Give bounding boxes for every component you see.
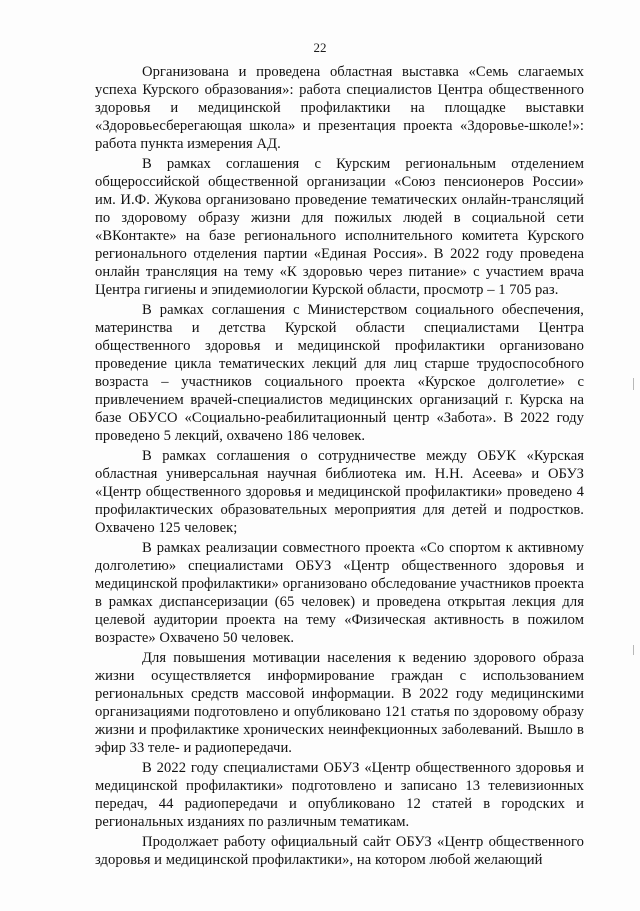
paragraph-exhibition: Организована и проведена областная выставка «Семь слагаемых успеха Курского образования»: работа специалистов Центра общественного здоровья и медицинской профилактики на площадке выставки «Здоровьесберегающая школа» и презентация проекта «Здоровье-школе!»: работа пункта измерения АД. bbox=[95, 64, 584, 152]
paragraph-library: В рамках соглашения о сотрудничестве между ОБУК «Курская областная универсальная научная библиотека им. Н.Н. Асеева» и ОБУЗ «Центр общественного здоровья и медицинской профилактики» проведено 4 профилактических образовательных мероприятия для детей и подростков. Охвачено 125 человек; bbox=[95, 448, 584, 536]
paragraph-sport-project: В рамках реализации совместного проекта «Со спортом к активному долголетию» специалистами ОБУЗ «Центр общественного здоровья и медицинской профилактики» организовано обследование участников проекта в рамках диспансеризации (65 человек) и проведена открытая лекция для целевой аудитории проекта на тему «Физическая активность в пожилом возрасте» Охвачено 50 человек. bbox=[95, 540, 584, 646]
paragraph-website: Продолжает работу официальный сайт ОБУЗ «Центр общественного здоровья и медицинской профилактики», на котором любой желающий bbox=[95, 834, 584, 868]
scan-edge-mark bbox=[633, 645, 634, 655]
paragraph-tv-radio: В 2022 году специалистами ОБУЗ «Центр общественного здоровья и медицинской профилактики» подготовлено и записано 13 телевизионных передач, 44 радиопередачи и опубликовано 12 статей в городских и региональных изданиях по различным тематикам. bbox=[95, 760, 584, 830]
paragraph-mass-media: Для повышения мотивации населения к ведению здорового образа жизни осуществляется информирование граждан с использованием региональных средств массовой информации. В 2022 году медицинскими организациями подготовлено и опубликовано 121 статья по здоровому образу жизни и профилактике хронических неинфекционных заболеваний. Вышло в эфир 33 теле- и радиопередачи. bbox=[95, 650, 584, 756]
paragraph-social-ministry: В рамках соглашения с Министерством социального обеспечения, материнства и детства Курской области специалистами Центра общественного здоровья и медицинской профилактики организовано проведение цикла тематических лекций для лиц старше трудоспособного возраста – участников социального проекта «Курское долголетие» с привлечением врачей-специалистов медицинских организаций г. Курска на базе ОБУСО «Социально-реабилитационный центр «Забота». В 2022 году проведено 5 лекций, охвачено 186 человек. bbox=[95, 302, 584, 444]
page-number: 22 bbox=[313, 40, 327, 55]
paragraph-pensioners-union: В рамках соглашения с Курским региональным отделением общероссийской общественной организации «Союз пенсионеров России» им. И.Ф. Жукова организовано проведение тематических онлайн-трансляций по здоровому образу жизни для пожилых людей в социальной сети «ВКонтакте» на базе регионального исполнительного комитета Курского регионального отделения партии «Единая Россия». В 2022 году проведена онлайн трансляция на тему «К здоровью через питание» с участием врача Центра гигиены и эпидемиологии Курской области, просмотр – 1 705 раз. bbox=[95, 156, 584, 298]
scan-edge-mark bbox=[633, 378, 634, 390]
document-body bbox=[95, 63, 584, 871]
